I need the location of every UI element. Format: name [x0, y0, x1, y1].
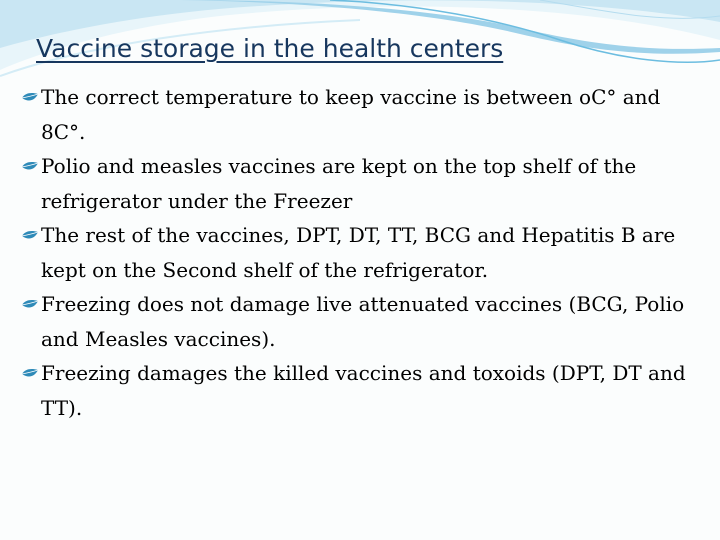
leaf-bullet-icon [21, 230, 39, 241]
bullet-item [20, 149, 704, 218]
bullet-list [20, 80, 704, 425]
bullet-text: Polio and measles vaccines are kept on the top shelf of the refrigerator under the Freezer [41, 154, 637, 213]
bullet-item [20, 80, 704, 149]
slide-title: Vaccine storage in the health centers [36, 34, 504, 63]
bullet-item [20, 287, 704, 356]
bullet-text: The rest of the vaccines, DPT, DT, TT, BCG and Hepatitis B are kept on the Second shelf of the refrigerator. [41, 223, 676, 282]
leaf-bullet-icon [21, 299, 39, 310]
bullet-text: Freezing damages the killed vaccines and toxoids (DPT, DT and TT). [41, 361, 686, 420]
leaf-bullet-icon [21, 368, 39, 379]
bullet-text: The correct temperature to keep vaccine is between oC° and 8C°. [41, 85, 661, 144]
bullet-text: Freezing does not damage live attenuated vaccines (BCG, Polio and Measles vaccines). [41, 292, 685, 351]
bullet-item [20, 218, 704, 287]
leaf-bullet-icon [21, 92, 39, 103]
bullet-item [20, 356, 704, 425]
leaf-bullet-icon [21, 161, 39, 172]
